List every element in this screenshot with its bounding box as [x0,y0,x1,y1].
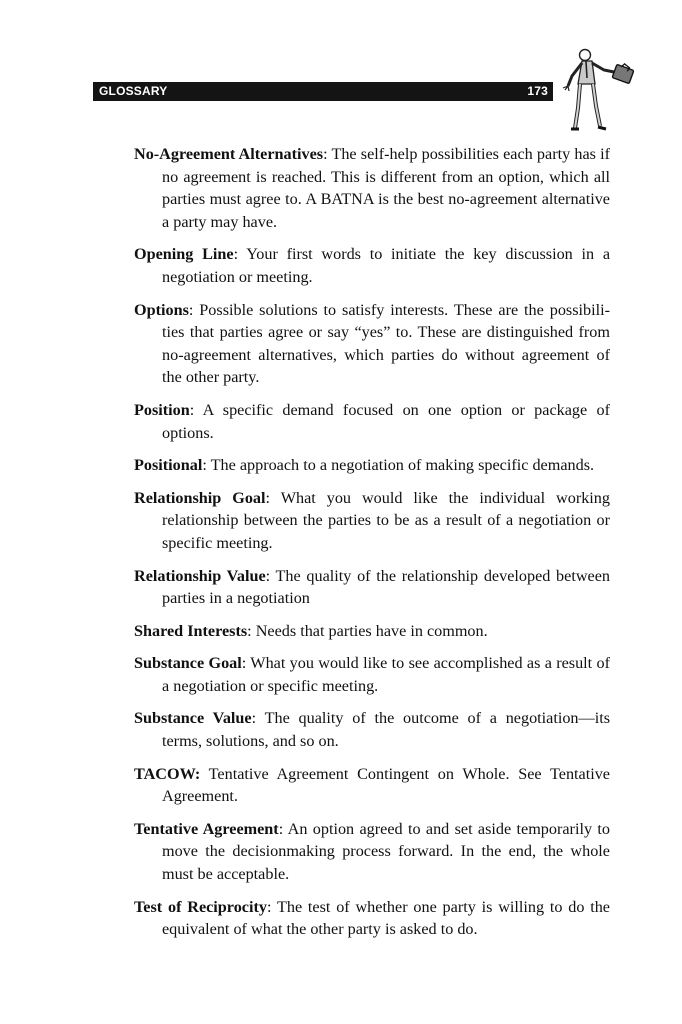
glossary-definition: The quality of the relationship developed between parties in a negotiation [162,566,610,608]
glossary-definition: Your first words to initiate the key discussion in a negotiation or meeting. [162,245,611,286]
glossary-entry [134,565,610,610]
businessman-with-briefcase-icon [562,48,640,134]
glossary-entry [134,707,610,752]
glossary-entry [134,896,610,941]
glossary-definition: An option agreed to and set aside temporarily to move the decisionmaking process forward. In the end, the whole must be acceptable. [162,819,610,884]
glossary-entry [134,763,610,808]
glossary-definition: Tentative Agreement Contingent on Whole. See Tentative Agreement. [162,764,610,806]
term-separator: : [202,456,207,475]
glossary-term: TACOW: [134,764,201,783]
glossary-term: Substance Value [134,709,252,728]
glossary-definition: Possible solutions to satisfy interests. These are the possibilities that parties agree or say “yes” to. These are distinguished from no-agreement alternatives, which parties do without agreement of the other party. [162,300,610,387]
term-separator: : [323,145,328,163]
glossary-definition: What you would like the individual working relationship between the parties to be as a result of a negotiation or specific meeting. [162,488,610,552]
term-separator: : [189,400,195,419]
glossary-definition: The test of whether one party is willing to do the equivalent of what the other party is asked to do. [162,897,610,939]
glossary-definition: Needs that parties have in common. [251,621,488,640]
glossary-term: Options [134,300,189,319]
glossary-term: Shared Interests [134,621,248,640]
glossary-term: Tentative Agreement [134,819,279,838]
glossary-definition: A specific demand focused on one option or package of options. [162,400,610,442]
glossary-entry [134,143,610,233]
term-separator: : [265,566,271,585]
term-separator: : [247,621,252,640]
glossary-term: Relationship Goal [134,488,266,507]
glossary-definition: The quality of the outcome of a negotiation—its terms, solutions, and so on. [162,709,611,751]
running-header [93,82,553,101]
glossary-term: Opening Line [134,245,234,264]
glossary-entry [134,487,610,555]
term-separator: : [278,819,284,838]
glossary-term: Position [134,400,190,419]
glossary-definition: The approach to a negotiation of making specific demands. [206,456,595,475]
glossary-entry [134,299,610,389]
term-separator: : [266,897,272,916]
glossary-entry [134,620,610,643]
glossary-term: No-Agreement Alternatives [134,145,324,163]
glossary-entry [134,818,610,886]
term-separator: : [233,245,239,264]
term-separator: : [188,300,194,319]
term-separator: : [251,709,257,728]
glossary-entry [134,399,610,444]
glossary-term: Positional [134,456,203,475]
glossary-definition: What you would like to see accomplished as a result of a negotiation or specific meeting. [162,654,610,695]
glossary-definition: The self-help possibilities each party has if no agreement is reached. This is different from an option, which all parties must agree to. A BATNA is the best no-agreement alternative a party may have. [162,145,610,231]
term-separator: : [241,654,247,673]
page-number: 173 [527,84,548,98]
glossary-entry [134,454,610,477]
glossary-entry [134,652,610,697]
glossary-list [134,143,610,951]
header-title: GLOSSARY [99,84,168,98]
glossary-term: Test of Reciprocity [134,897,267,916]
term-separator: : [265,488,271,507]
glossary-entry [134,243,610,288]
glossary-term: Relationship Value [134,566,266,585]
glossary-term: Substance Goal [134,654,242,673]
